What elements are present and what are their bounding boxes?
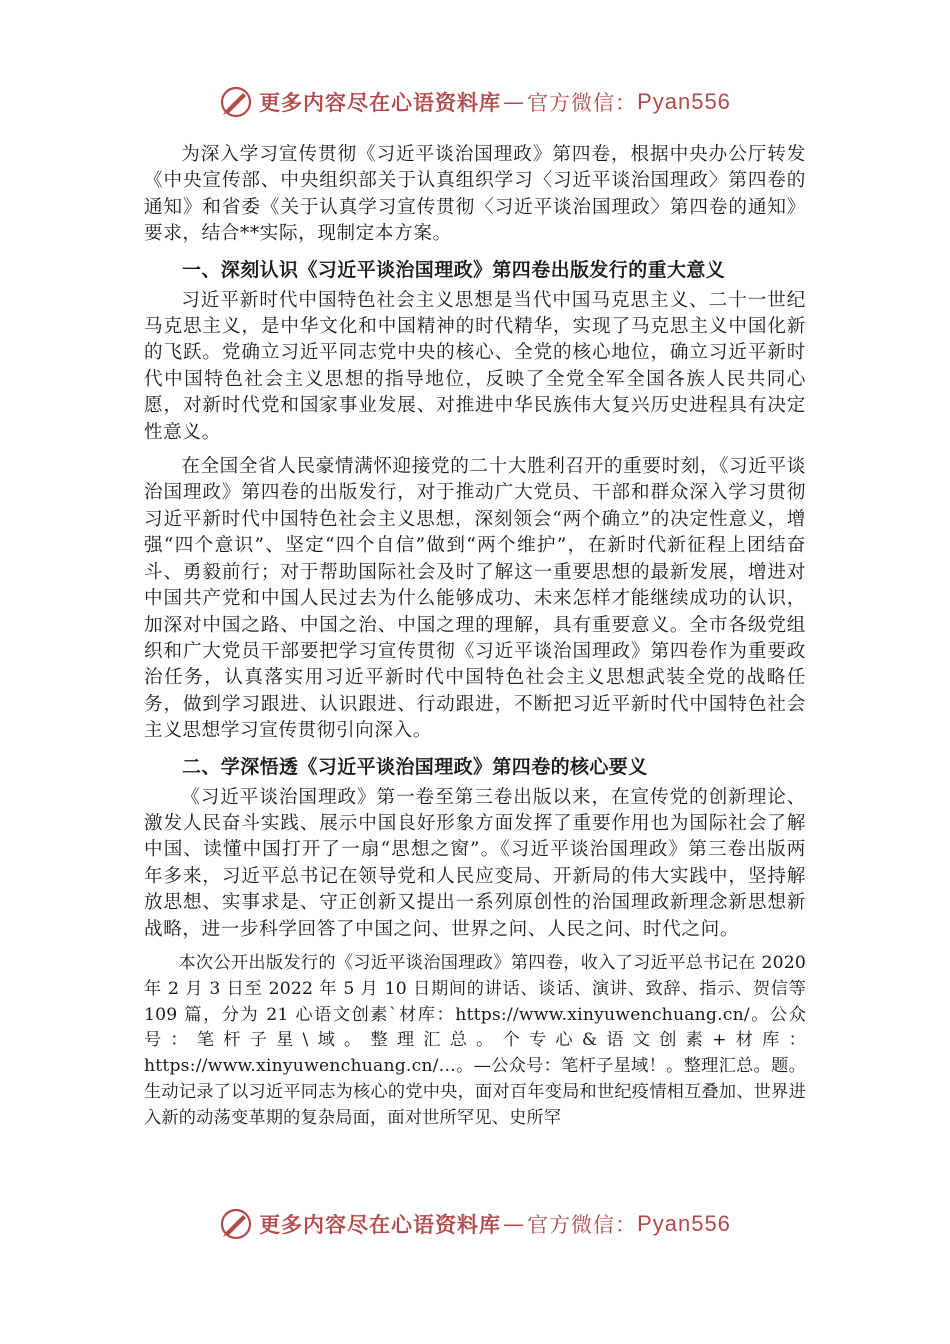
banner-wechat-id: Pyan556 bbox=[637, 1211, 731, 1236]
banner-text: 更多内容尽在心语资料库 bbox=[259, 90, 502, 115]
footer-banner bbox=[0, 1204, 950, 1244]
pen-logo-icon bbox=[219, 1207, 253, 1241]
paragraph-3: 《习近平谈治国理政》第一卷至第三卷出版以来，在宣传党的创新理论、激发人民奋斗实践、展示中国良好形象方面发挥了重要作用也为国际社会了解中国、读懂中国打开了一扇“思想之窗”。《习近平谈治国理政》第三卷出版两年多来，习近平总书记在领导党和人民应变局、开新局的伟大实践中，坚持解放思想、实事求是、守正创新又提出一系列原创性的治国理政新理念新思想新战略，进一步科学回答了中国之问、世界之问、人民之问、时代之问。 bbox=[144, 786, 806, 940]
document-body bbox=[144, 142, 806, 1132]
paragraph-2: 在全国全省人民豪情满怀迎接党的二十大胜利召开的重要时刻，《习近平谈治国理政》第四卷的出版发行，对于推动广大党员、干部和群众深入学习贯彻习近平新时代中国特色社会主义思想，深刻领会“两个确立”的决定性意义，增强“四个意识”、坚定“四个自信”做到“两个维护”，在新时代新征程上团结奋斗、勇毅前行；对于帮助国际社会及时了解这一重要思想的最新发展，增进对中国共产党和中国人民过去为什么能够成功、未来怎样才能继续成功的认识，加深对中国之路、中国之治、中国之理的理解，具有重要意义。全市各级党组织和广大党员干部要把学习宣传贯彻《习近平谈治国理政》第四卷作为重要政治任务，认真落实用习近平新时代中国特色社会主义思想武装全党的战略任务，做到学习跟进、认识跟进、行动跟进，不断把习近平新时代中国特色社会主义思想学习宣传贯彻引向深入。 bbox=[144, 456, 806, 742]
paragraph-4: 本次公开出版发行的《习近平谈治国理政》第四卷，收入了习近平总书记在 2020 年 2 月 3 日至 2022 年 5 月 10 日期间的讲话、谈话、演讲、致辞、指示、贺信等 109 篇，分为 21 心语文创素`材库：https://www.xinyuwenchuang.cn/。公众号：笔杆子星\域。整理汇总。个专心&语文创素+材库：https://www.xinyuwenchuang.cn/…。—公众号：笔杆子星域！。整理汇总。题。生动记录了以习近平同志为核心的党中央，面对百年变局和世纪疫情相互叠加、世界进入新的动荡变革期的复杂局面，面对世所罕见、史所罕 bbox=[144, 952, 806, 1128]
banner-dash: — bbox=[503, 1212, 526, 1236]
pen-logo-icon bbox=[219, 85, 253, 119]
header-banner bbox=[0, 82, 950, 122]
section-heading-1: 一、深刻认识《习近平谈治国理政》第四卷出版发行的重大意义 bbox=[182, 258, 726, 281]
banner-dash: — bbox=[503, 90, 526, 114]
paragraph-1: 习近平新时代中国特色社会主义思想是当代中国马克思主义、二十一世纪马克思主义，是中华文化和中国精神的时代精华，实现了马克思主义中国化新的飞跃。党确立习近平同志党中央的核心、全党的核心地位，确立习近平新时代中国特色社会主义思想的指导地位，反映了全党全军全国各族人民共同心愿，对新时代党和国家事业发展、对推进中华民族伟大复兴历史进程具有决定性意义。 bbox=[144, 289, 806, 443]
banner-label: 官方微信： bbox=[527, 1213, 638, 1237]
banner-wechat-id: Pyan556 bbox=[637, 89, 731, 114]
banner-label: 官方微信： bbox=[527, 91, 638, 115]
banner-text: 更多内容尽在心语资料库 bbox=[259, 1212, 502, 1237]
section-heading-2: 二、学深悟透《习近平谈治国理政》第四卷的核心要义 bbox=[182, 755, 648, 778]
intro-paragraph: 为深入学习宣传贯彻《习近平谈治国理政》第四卷，根据中央办公厅转发《中央宣传部、中央组织部关于认真组织学习〈习近平谈治国理政〉第四卷的通知》和省委《关于认真学习宣传贯彻〈习近平谈治国理政〉第四卷的通知》要求，结合**实际，现制定本方案。 bbox=[144, 144, 806, 245]
